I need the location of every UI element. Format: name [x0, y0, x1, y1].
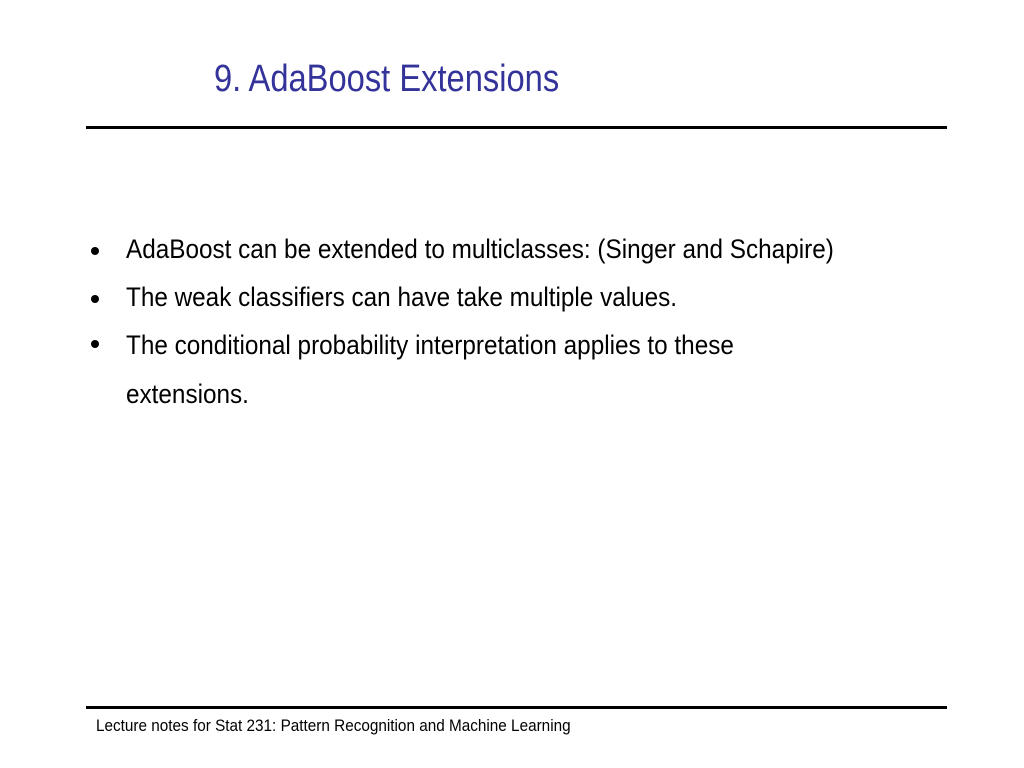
footer-text: Lecture notes for Stat 231: Pattern Recognition and Machine Learning: [96, 716, 571, 735]
bullet-item: [86, 228, 866, 271]
bullet-item: [86, 321, 866, 419]
bullet-text: The conditional probability interpretation applies to these extensions.: [126, 330, 734, 409]
bullet-list: [86, 228, 866, 424]
bullet-dot-icon: [91, 247, 99, 255]
title-divider: [86, 126, 947, 129]
bullet-item: [86, 276, 866, 319]
bullet-text: AdaBoost can be extended to multiclasses: (Singer and Schapire): [126, 234, 834, 264]
bullet-text: The weak classifiers can have take multiple values.: [126, 282, 678, 312]
slide-title: 9. AdaBoost Extensions: [214, 58, 560, 100]
footer-divider: [86, 706, 947, 709]
bullet-dot-icon: [91, 295, 99, 303]
bullet-dot-icon: [91, 340, 99, 348]
